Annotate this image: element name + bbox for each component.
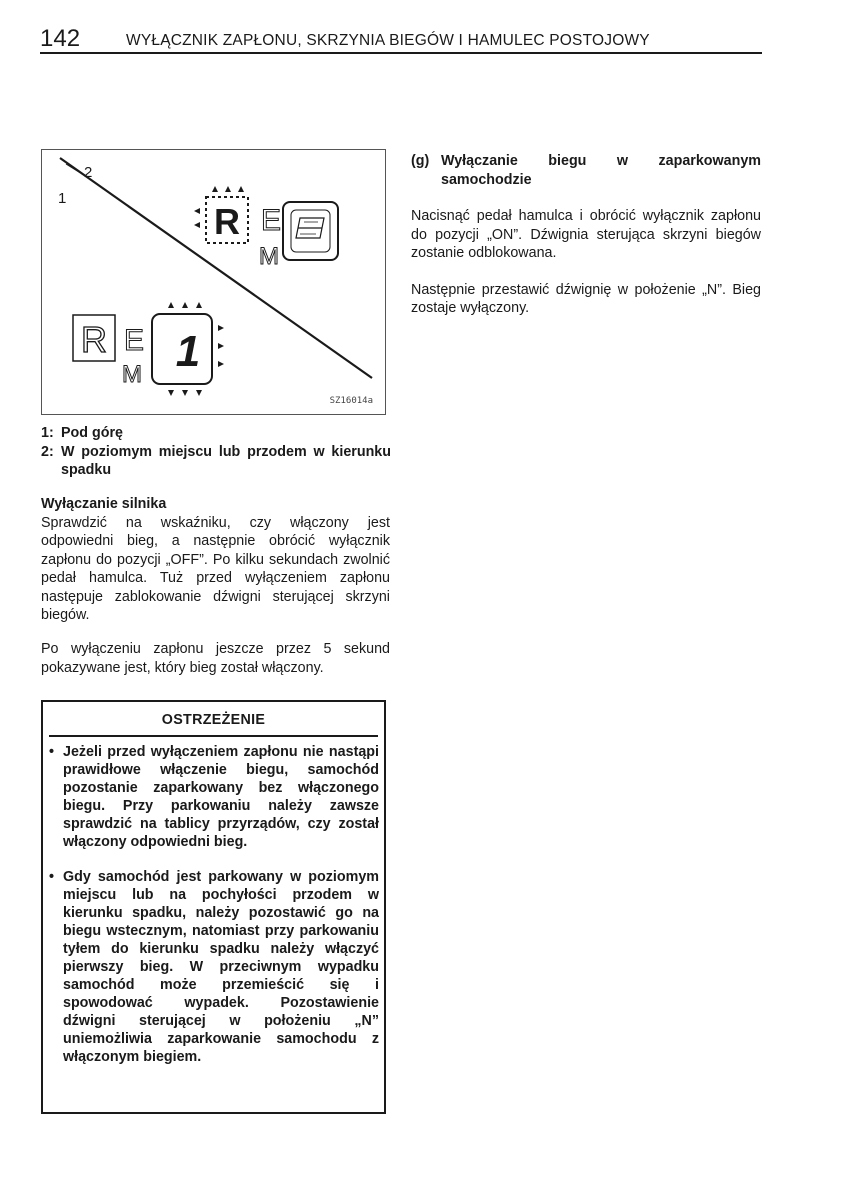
figure-code: SZ16014a bbox=[329, 396, 373, 406]
warning-rule bbox=[49, 735, 378, 737]
caption-item bbox=[41, 443, 391, 480]
figure-captions bbox=[41, 424, 391, 480]
gear-1-active: 1 bbox=[175, 327, 201, 376]
caption-item bbox=[41, 424, 391, 443]
section-title: Wyłączanie biegu w zaparkowanym samochodzie bbox=[441, 153, 761, 188]
warning-title: OSTRZEŻENIE bbox=[161, 712, 266, 728]
gear-r-inactive: R bbox=[81, 319, 107, 360]
figure-illustration bbox=[42, 150, 386, 415]
engine-off-note bbox=[41, 640, 390, 677]
chapter-title: WYŁĄCZNIK ZAPŁONU, SKRZYNIA BIEGÓW I HAMULEC POSTOJOWY bbox=[126, 32, 650, 49]
section-paragraph: Sprawdzić na wskaźniku, czy włączony jest odpowiedni bieg, a następnie obrócić wyłącznik zapłonu do pozycji „OFF”. Po kilku sekundach zwolnić pedał hamulca. Tuż przed wyłączeniem zapłonu następuje zablokowanie dźwigni sterującej skrzyni biegów. bbox=[41, 514, 390, 623]
letter-m-outline: M bbox=[259, 243, 279, 270]
section-letter: (g) bbox=[411, 153, 430, 169]
section-paragraph: Po wyłączeniu zapłonu jeszcze przez 5 sekund pokazywane jest, który bieg został włączony. bbox=[41, 641, 390, 676]
page-number: 142 bbox=[40, 25, 81, 52]
top-gear-display bbox=[194, 186, 338, 270]
section-paragraph: Nacisnąć pedał hamulca i obrócić wyłącznik zapłonu do pozycji „ON”. Dźwignia sterująca skrzyni biegów zostanie odblokowana. bbox=[411, 208, 761, 261]
bottom-gear-display bbox=[73, 302, 224, 396]
warning-text: Gdy samochód jest parkowany w poziomym miejscu lub na pochyłości przodem w kierunku spadku, należy pozostawić go na biegu wstecznym, natomiast przy parkowaniu tyłem do kierunku spadku należy włączyć pierwszy bieg. W przeciwnym wypadku samochód może przemieścić się i spowodować wypadek. Pozostawienie dźwigni sterującej w położeniu „N” uniemożliwia zaparkowanie samochodu z włączonym biegiem. bbox=[63, 869, 379, 1065]
section-heading: Wyłączanie silnika bbox=[41, 496, 167, 512]
letter-e-outline: E bbox=[124, 324, 145, 357]
section-g-heading bbox=[411, 152, 761, 189]
engine-off-section bbox=[41, 495, 390, 625]
figure-label-1: 1 bbox=[58, 190, 67, 207]
header-rule bbox=[40, 52, 762, 54]
caption-number: 1: bbox=[41, 425, 54, 441]
page-header bbox=[40, 24, 762, 54]
warning-text: Jeżeli przed wyłączeniem zapłonu nie nastąpi prawidłowe włączenie biegu, samochód pozostanie zaparkowany bez włączonego biegu. Przy parkowaniu należy zawsze sprawdzić na tablicy przyrządów, czy został włączony odpowiedni bieg. bbox=[63, 744, 379, 850]
gear-r-active: R bbox=[214, 201, 240, 242]
caption-text: W poziomym miejscu lub przodem w kierunku spadku bbox=[61, 443, 391, 478]
caption-number: 2: bbox=[41, 443, 54, 460]
gear-indicator-figure bbox=[41, 149, 386, 415]
bullet-icon: • bbox=[49, 744, 55, 760]
letter-e-outline: E bbox=[261, 204, 282, 237]
caption-text: Pod górę bbox=[61, 425, 123, 441]
bullet-icon: • bbox=[49, 869, 55, 886]
section-g bbox=[411, 152, 761, 318]
warning-list bbox=[49, 744, 379, 1084]
figure-label-2: 2 bbox=[84, 164, 93, 181]
warning-item bbox=[49, 869, 379, 1066]
section-paragraph: Następnie przestawić dźwignię w położenie „N”. Bieg zostaje wyłączony. bbox=[411, 281, 761, 316]
warning-box bbox=[41, 700, 386, 1114]
letter-m-outline: M bbox=[122, 361, 142, 388]
warning-item bbox=[49, 744, 379, 851]
